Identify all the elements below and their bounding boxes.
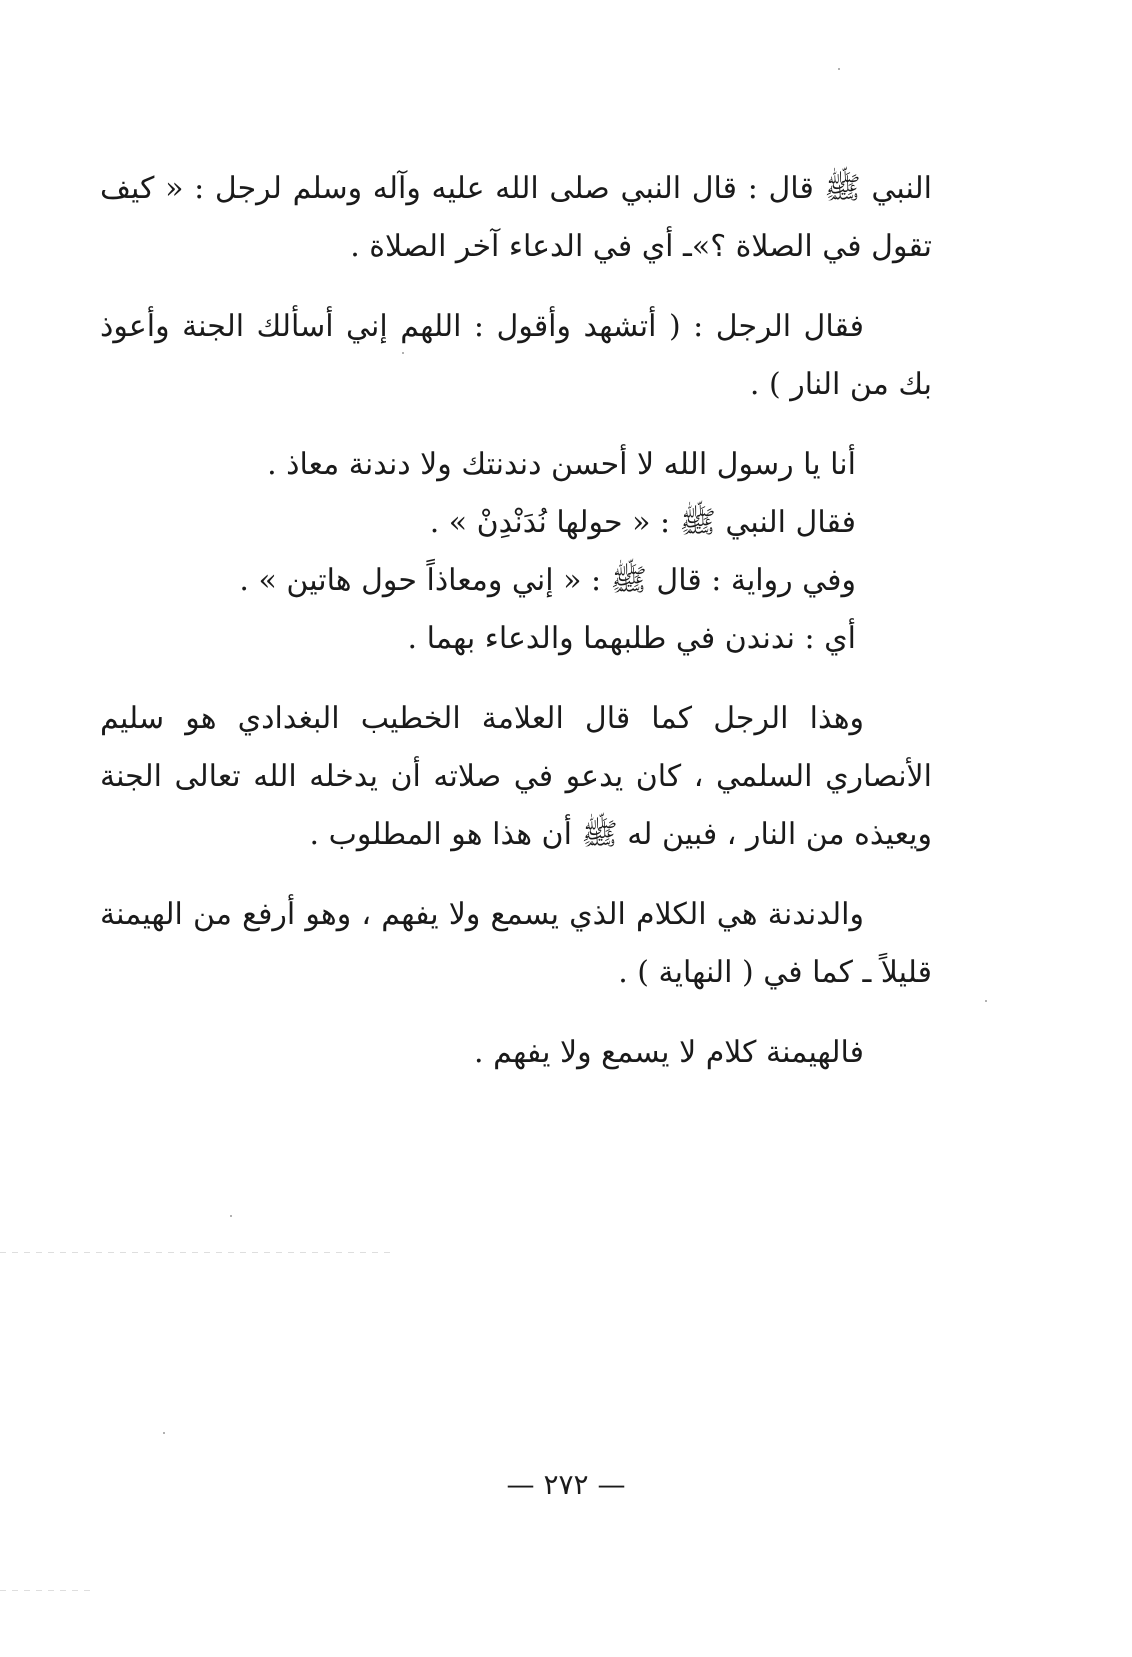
scan-speck: [985, 1000, 987, 1002]
verse-group: [100, 436, 932, 668]
paragraph-haymana-definition: فالهيمنة كلام لا يسمع ولا يفهم .: [474, 1035, 864, 1070]
paragraph-prophet-question: النبي ﷺ قال : قال النبي صلى الله عليه وآله وسلم لرجل : « كيف تقول في الصلاة ؟»ـ أي في الدعاء آخر الصلاة .: [100, 171, 932, 264]
scan-speck: [838, 68, 840, 70]
page-number: — ٢٧٢ —: [506, 1468, 626, 1501]
verse-line-3: وفي رواية : قال ﷺ : « إني ومعاذاً حول هاتين » .: [239, 563, 856, 598]
verse-block: [100, 436, 856, 668]
scan-speck: [163, 1432, 165, 1434]
page-body: [100, 160, 932, 1104]
verse-line-4: أي : ندندن في طلبهما والدعاء بهما .: [407, 621, 856, 656]
scan-artifact-rule: [0, 1590, 95, 1591]
verse-line-1: أنا يا رسول الله لا أحسن دندنتك ولا دندنة معاذ .: [267, 447, 856, 482]
scan-speck: [402, 352, 404, 354]
paragraph-man-reply: فقال الرجل : ( أتشهد وأقول : اللهم إني أسألك الجنة وأعوذ بك من النار ) .: [100, 309, 932, 402]
scan-speck: [230, 1215, 232, 1217]
paragraph-man-identity: وهذا الرجل كما قال العلامة الخطيب البغدادي هو سليم الأنصاري السلمي ، كان يدعو في صلاته أن يدخله الله تعالى الجنة ويعيذه من النار ، فبين له ﷺ أن هذا هو المطلوب .: [100, 701, 932, 852]
verse-line-2: فقال النبي ﷺ : « حولها نُدَنْدِنْ » .: [429, 505, 856, 540]
paragraph-dandana-definition: والدندنة هي الكلام الذي يسمع ولا يفهم ، وهو أرفع من الهيمنة قليلاً ـ كما في ( النهاية ) .: [100, 897, 932, 990]
scan-artifact-rule: [0, 1252, 390, 1253]
